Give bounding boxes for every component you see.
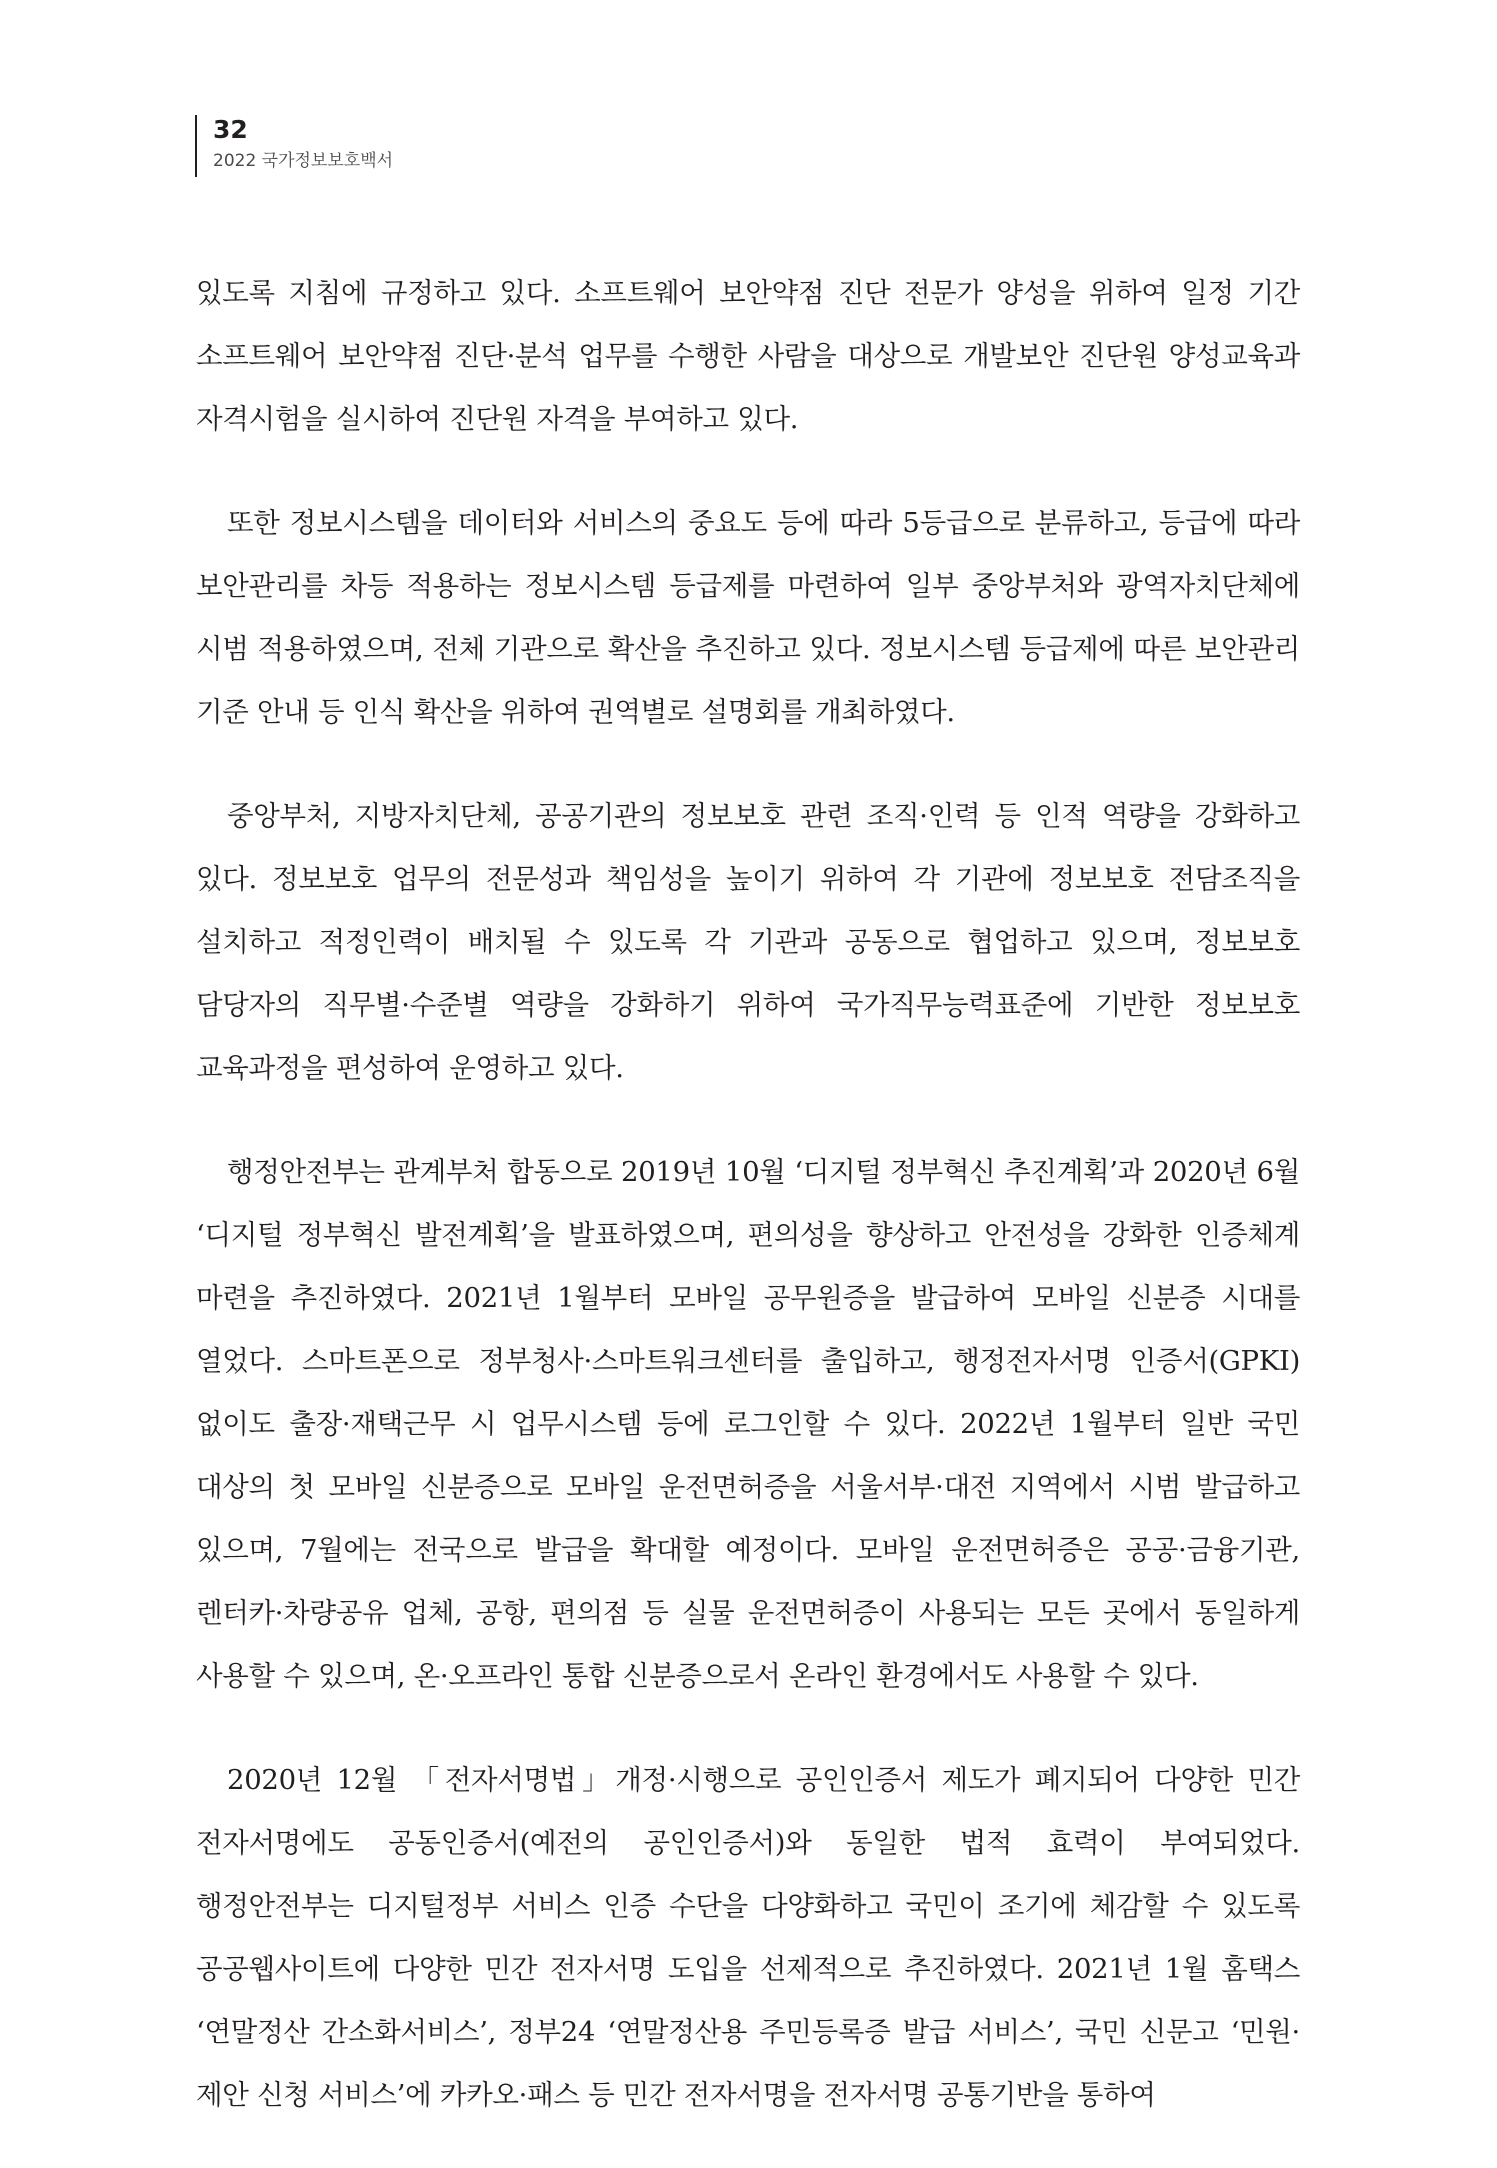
paragraph: 중앙부처, 지방자치단체, 공공기관의 정보보호 관련 조직·인력 등 인적 역량을 강화하고 있다. 정보보호 업무의 전문성과 책임성을 높이기 위하여 각 기관에 정보보호 전담조직을 설치하고 적정인력이 배치될 수 있도록 각 기관과 공동으로 협업하고 있으며, 정보보호 담당자의 직무별·수준별 역량을 강화하기 위하여 국가직무능력표준에 기반한 정보보호 교육과정을 편성하여 운영하고 있다. (196, 800, 1300, 1084)
page-number: 32 (213, 115, 248, 144)
paragraph: 있도록 지침에 규정하고 있다. 소프트웨어 보안약점 진단 전문가 양성을 위하여 일정 기간 소프트웨어 보안약점 진단·분석 업무를 수행한 사람을 대상으로 개발보안 진단원 양성교육과 자격시험을 실시하여 진단원 자격을 부여하고 있다. (196, 277, 1300, 435)
body-text (196, 262, 1300, 2168)
paragraph: 행정안전부는 관계부처 합동으로 2019년 10월 ‘디지털 정부혁신 추진계획’과 2020년 6월 ‘디지털 정부혁신 발전계획’을 발표하였으며, 편의성을 향상하고 안전성을 강화한 인증체계 마련을 추진하였다. 2021년 1월부터 모바일 공무원증을 발급하여 모바일 신분증 시대를 열었다. 스마트폰으로 정부청사·스마트워크센터를 출입하고, 행정전자서명 인증서(GPKI) 없이도 출장·재택근무 시 업무시스템 등에 로그인할 수 있다. 2022년 1월부터 일반 국민 대상의 첫 모바일 신분증으로 모바일 운전면허증을 서울서부·대전 지역에서 시범 발급하고 있으며, 7월에는 전국으로 발급을 확대할 예정이다. 모바일 운전면허증은 공공·금융기관, 렌터카·차량공유 업체, 공항, 편의점 등 실물 운전면허증이 사용되는 모든 곳에서 동일하게 사용할 수 있으며, 온·오프라인 통합 신분증으로서 온라인 환경에서도 사용할 수 있다. (196, 1156, 1300, 1692)
paragraph: 2020년 12월 「전자서명법」개정·시행으로 공인인증서 제도가 폐지되어 다양한 민간 전자서명에도 공동인증서(예전의 공인인증서)와 동일한 법적 효력이 부여되었다. 행정안전부는 디지털정부 서비스 인증 수단을 다양화하고 국민이 조기에 체감할 수 있도록 공공웹사이트에 다양한 민간 전자서명 도입을 선제적으로 추진하였다. 2021년 1월 홈택스 ‘연말정산 간소화서비스’, 정부24 ‘연말정산용 주민등록증 발급 서비스’, 국민 신문고 ‘민원·제안 신청 서비스’에 카카오·패스 등 민간 전자서명을 전자서명 공통기반을 통하여 (196, 1764, 1300, 2111)
running-title: 2022 국가정보보호백서 (213, 151, 394, 171)
page-header (195, 115, 393, 177)
paragraph: 또한 정보시스템을 데이터와 서비스의 중요도 등에 따라 5등급으로 분류하고, 등급에 따라 보안관리를 차등 적용하는 정보시스템 등급제를 마련하여 일부 중앙부처와 광역자치단체에 시범 적용하였으며, 전체 기관으로 확산을 추진하고 있다. 정보시스템 등급제에 따른 보안관리 기준 안내 등 인식 확산을 위하여 권역별로 설명회를 개최하였다. (196, 507, 1300, 728)
